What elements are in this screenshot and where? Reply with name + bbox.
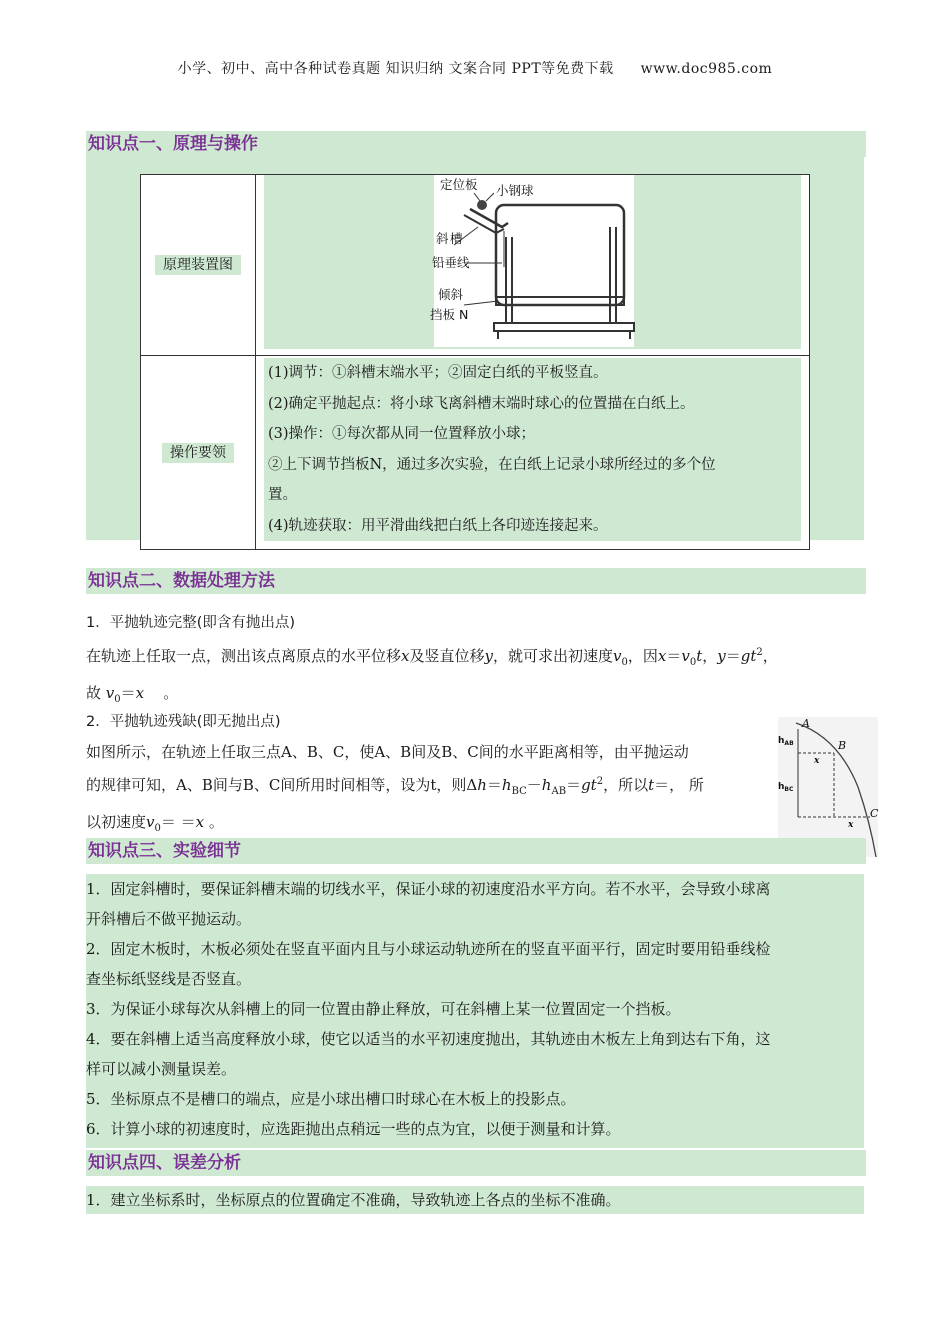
error-list xyxy=(86,1186,864,1214)
detail-line: 4．要在斜槽上适当高度释放小球，使它以适当的水平初速度抛出，其轨迹由木板左上角到达右下角，这 xyxy=(86,1030,771,1048)
op-line-3: (3)操作：①每次都从同一位置释放小球； xyxy=(268,426,536,442)
operation-label: 操作要领 xyxy=(162,443,234,463)
point-b-label: B xyxy=(838,739,847,752)
error-line: 1．建立坐标系时，坐标原点的位置确定不准确，导致轨迹上各点的坐标不准确。 xyxy=(86,1191,621,1209)
operation-content-cell xyxy=(256,356,810,550)
svg-text:hAB: $h_{AB}$ xyxy=(778,736,794,747)
section-title-principle: 知识点一、原理与操作 xyxy=(86,131,866,157)
point-c-label: C xyxy=(870,807,879,820)
trajectory-figure xyxy=(778,717,878,857)
detail-line: 开斜槽后不做平抛运动。 xyxy=(86,910,252,928)
op-line-1: (1)调节：①斜槽末端水平；②固定白纸的平板竖直。 xyxy=(268,365,608,381)
apparatus-label-cell xyxy=(141,175,256,356)
data-p1 xyxy=(86,608,864,715)
detail-line: 3．为保证小球每次从斜槽上的同一位置由静止释放，可在斜槽上某一位置固定一个挡板。 xyxy=(86,1000,681,1018)
data-p1-line2: 故 $v_0=x$ 。 xyxy=(86,684,179,705)
operation-list xyxy=(264,358,801,541)
details-list xyxy=(86,874,864,1148)
table-row-apparatus xyxy=(141,175,810,356)
data-p1-heading: 1．平抛轨迹完整(即含有抛出点) xyxy=(86,615,296,631)
operation-label-cell xyxy=(141,356,256,550)
table-row-operation xyxy=(141,356,810,550)
section-title-data-processing: 知识点二、数据处理方法 xyxy=(86,568,866,594)
detail-line: 5．坐标原点不是槽口的端点，应是小球出槽口时球心在木板上的投影点。 xyxy=(86,1090,576,1108)
op-line-6: (4)轨迹获取：用平滑曲线把白纸上各印迹连接起来。 xyxy=(268,517,608,534)
x-label-2: x xyxy=(848,820,854,830)
apparatus-figure-cell xyxy=(256,175,810,356)
data-p1-line1: 在轨迹上任取一点，测出该点离原点的水平位移x及竖直位移y，就可求出初速度$v_0$，因$x=v_0t$，$y=gt^2$， xyxy=(86,647,778,668)
data-p2-line2: 的规律可知，A、B间与B、C间所用时间相等，设为t，则$\Delta h=h_{BC}-h_{AB}=gt^2$，所以t＝， 所 xyxy=(86,776,704,797)
data-p2-line1: 如图所示，在轨迹上任取三点A、B、C，使A、B间及B、C间的水平距离相等，由平抛运动 xyxy=(86,743,689,761)
label-chute-1: 斜 xyxy=(436,231,449,246)
label-ball: 小钢球 xyxy=(496,183,534,198)
data-p2-heading: 2．平抛轨迹残缺(即无抛出点) xyxy=(86,714,281,730)
point-a-label: A xyxy=(802,717,810,730)
data-p2 xyxy=(86,707,766,844)
section-title-details: 知识点三、实验细节 xyxy=(86,838,866,864)
op-line-2: (2)确定平抛起点：将小球飞离斜槽末端时球心的位置描在白纸上。 xyxy=(268,395,695,412)
x-label-1: x xyxy=(814,756,820,766)
section-title-error-analysis: 知识点四、误差分析 xyxy=(86,1150,866,1176)
header-url[interactable]: www.doc985.com xyxy=(640,61,773,77)
header-text: 小学、初中、高中各种试卷真题 知识归纳 文案合同 PPT等免费下载 xyxy=(177,61,614,77)
detail-line: 查坐标纸竖线是否竖直。 xyxy=(86,970,252,988)
svg-text:hBC: $h_{BC}$ xyxy=(778,782,794,793)
principle-table xyxy=(140,174,810,550)
op-line-4: ②上下调节挡板N，通过多次实验，在白纸上记录小球所经过的多个位 xyxy=(268,456,716,473)
detail-line: 1．固定斜槽时，要保证斜槽末端的切线水平，保证小球的初速度沿水平方向。若不水平，会导致小球离 xyxy=(86,880,771,898)
page-header xyxy=(0,58,950,78)
op-line-5: 置。 xyxy=(268,487,297,503)
apparatus-label: 原理装置图 xyxy=(155,255,241,275)
label-plate: 定位板 xyxy=(440,177,478,192)
label-baffle-2: 挡板 N xyxy=(430,307,469,322)
label-plumb: 铅垂线 xyxy=(432,255,470,270)
label-baffle-1: 倾斜 xyxy=(438,287,464,302)
detail-line: 样可以减小测量误差。 xyxy=(86,1060,237,1078)
detail-line: 6．计算小球的初速度时，应选距抛出点稍远一些的点为宜，以便于测量和计算。 xyxy=(86,1120,621,1138)
label-chute-2: 槽 xyxy=(450,231,463,246)
detail-line: 2．固定木板时，木板必须处在竖直平面内且与小球运动轨迹所在的竖直平面平行，固定时要用铅垂线检 xyxy=(86,940,771,958)
data-p2-line3: 以初速度$v_0= =x$ 。 xyxy=(86,813,224,834)
apparatus-figure xyxy=(430,175,634,347)
